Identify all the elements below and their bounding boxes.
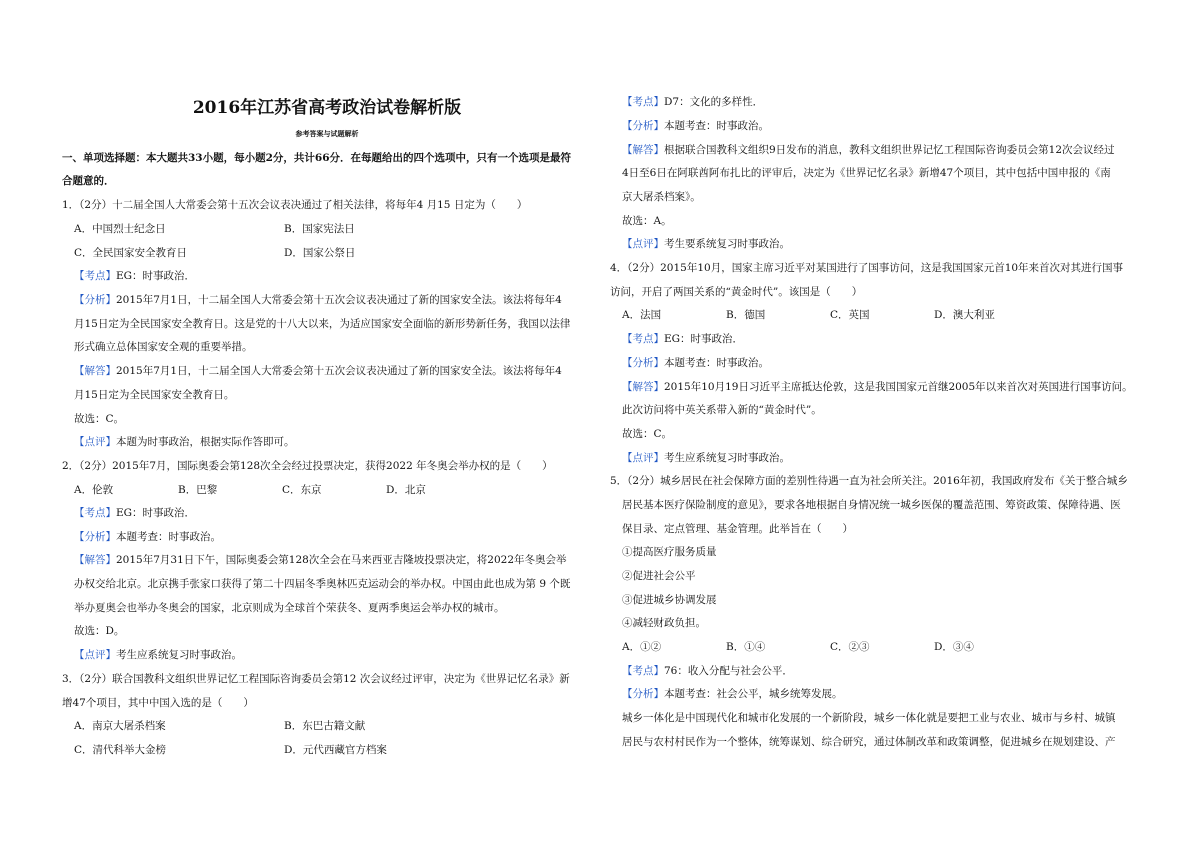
q3-stem-line-1: 3．（2分）联合国教科文组织世界记忆工程国际咨询委员会第12 次会议经过评审，决定为《世界记忆名录》新 bbox=[62, 673, 570, 685]
q4-answer: 故选：C。 bbox=[622, 428, 673, 440]
jieda-tag: 【解答】 bbox=[74, 365, 116, 377]
q4-option-d: D．澳大利亚 bbox=[934, 309, 995, 321]
q3-dianping-text: 考生要系统复习时事政治。 bbox=[664, 238, 790, 250]
q4-kaodian bbox=[610, 328, 1140, 350]
q3-option-a: A．南京大屠杀档案 bbox=[74, 720, 166, 732]
page-title: 2016年江苏省高考政治试卷解析版 bbox=[192, 98, 462, 118]
q3-jieda-line-1: 根据联合国教科文组织9日发布的消息，教科文组织世界记忆工程国际咨询委员会第12次会议经过 bbox=[664, 144, 1115, 156]
page-subtitle: 参考答案与试题解析 bbox=[295, 129, 359, 138]
q4-jieda-line-1: 2015年10月19日习近平主席抵达伦敦，这是我国国家元首继2005年以来首次对英国进行国事访问。 bbox=[664, 381, 1133, 393]
q4-jieda bbox=[610, 376, 1140, 398]
q2-dianping-text: 考生应系统复习时事政治。 bbox=[116, 649, 242, 661]
q4-kaodian-text: EG：时事政治． bbox=[664, 333, 744, 345]
q5-paragraph-line-1: 城乡一体化是中国现代化和城市化发展的一个新阶段，城乡一体化就是要把工业与农业、城市与乡村、城镇 bbox=[622, 712, 1116, 724]
q2-fenxi bbox=[62, 526, 592, 548]
q5-option-b: B．①④ bbox=[726, 641, 766, 653]
kaodian-tag: 【考点】 bbox=[74, 270, 116, 282]
q4-option-b: B．德国 bbox=[726, 309, 766, 321]
q4-option-a: A．法国 bbox=[622, 309, 662, 321]
q5-options-row bbox=[610, 636, 1140, 658]
q4-fenxi bbox=[610, 352, 1140, 374]
section-heading: 一、单项选择题：本大题共33小题，每小题2分，共计66分．在每题给出的四个选项中，只有一个选项是最符 bbox=[62, 152, 572, 164]
q1-options-row-1 bbox=[62, 218, 592, 240]
q5-item-1: ①提高医疗服务质量 bbox=[622, 546, 717, 558]
q3-jieda-line-2: 4日至6日在阿联酋阿布扎比的评审后，决定为《世界记忆名录》新增47个项目，其中包括中国申报的《南 bbox=[622, 167, 1111, 179]
q5-option-c: C．②③ bbox=[830, 641, 870, 653]
fenxi-tag: 【分析】 bbox=[74, 294, 116, 306]
q5-stem-line-2: 居民基本医疗保险制度的意见》，要求各地根据自身情况统一城乡医保的覆盖范围、筹资政策、保障待遇、医 bbox=[622, 499, 1121, 511]
q5-stem-line-1: 5．（2分）城乡居民在社会保障方面的差别性待遇一直为社会所关注。2016年初，我国政府发布《关于整合城乡 bbox=[610, 475, 1128, 487]
kaodian-tag: 【考点】 bbox=[622, 96, 664, 108]
q2-option-c: C．东京 bbox=[282, 484, 322, 496]
fenxi-tag: 【分析】 bbox=[622, 357, 664, 369]
q3-kaodian bbox=[610, 91, 1140, 113]
q3-dianping bbox=[610, 233, 1140, 255]
q4-options-row bbox=[610, 304, 1140, 326]
kaodian-tag: 【考点】 bbox=[622, 333, 664, 345]
q1-stem: 1．（2分）十二届全国人大常委会第十五次会议表决通过了相关法律，将每年4 月15 日定为（ ） bbox=[62, 199, 528, 211]
q4-jieda-line-2: 此次访问将中英关系带入新的“黄金时代”。 bbox=[622, 404, 822, 416]
q5-option-d: D．③④ bbox=[934, 641, 974, 653]
q3-kaodian-text: D7：文化的多样性． bbox=[664, 96, 764, 108]
q5-item-2: ②促进社会公平 bbox=[622, 570, 696, 582]
q3-options-row-1 bbox=[62, 715, 592, 737]
q3-fenxi bbox=[610, 115, 1140, 137]
fenxi-tag: 【分析】 bbox=[622, 688, 664, 700]
q5-kaodian bbox=[610, 660, 1140, 682]
kaodian-tag: 【考点】 bbox=[74, 507, 116, 519]
q3-jieda-line-3: 京大屠杀档案》。 bbox=[622, 191, 701, 203]
q4-dianping bbox=[610, 447, 1140, 469]
q1-jieda-line-2: 月15日定为全民国家安全教育日。 bbox=[74, 389, 235, 401]
jieda-tag: 【解答】 bbox=[622, 381, 664, 393]
q2-option-d: D．北京 bbox=[386, 484, 426, 496]
jieda-tag: 【解答】 bbox=[622, 144, 664, 156]
q5-paragraph-line-2: 居民与农村村民作为一个整体，统筹谋划、综合研究，通过体制改革和政策调整，促进城乡在规划建设、产 bbox=[622, 736, 1116, 748]
q2-answer: 故选：D。 bbox=[74, 625, 125, 637]
q5-fenxi bbox=[610, 683, 1140, 705]
q1-fenxi-line-1: 2015年7月1日，十二届全国人大常委会第十五次会议表决通过了新的国家安全法。该法将每年4 bbox=[116, 294, 562, 306]
q2-option-a: A．伦敦 bbox=[74, 484, 114, 496]
q1-answer: 故选：C。 bbox=[74, 413, 125, 425]
q2-options-row bbox=[62, 479, 592, 501]
q4-stem-line-2: 访问，开启了两国关系的“黄金时代”。该国是（ ） bbox=[610, 286, 863, 298]
q2-stem: 2．（2分）2015年7月，国际奥委会第128次全会经过投票决定，获得2022 年冬奥会举办权的是（ ） bbox=[62, 460, 553, 472]
q1-jieda-line-1: 2015年7月1日，十二届全国人大常委会第十五次会议表决通过了新的国家安全法。该法将每年4 bbox=[116, 365, 562, 377]
fenxi-tag: 【分析】 bbox=[622, 120, 664, 132]
fenxi-tag: 【分析】 bbox=[74, 531, 116, 543]
q3-stem-line-2: 增47个项目，其中中国入选的是（ ） bbox=[62, 697, 254, 709]
q5-kaodian-text: 76：收入分配与社会公平． bbox=[664, 665, 793, 677]
q1-kaodian-text: EG：时事政治． bbox=[116, 270, 196, 282]
dianping-tag: 【点评】 bbox=[74, 436, 116, 448]
q2-jieda-line-2: 办权交给北京。北京携手张家口获得了第二十四届冬季奥林匹克运动会的举办权。中国由此也成为第 9 个既 bbox=[74, 578, 571, 590]
q3-options-row-2 bbox=[62, 739, 592, 761]
q2-option-b: B．巴黎 bbox=[178, 484, 218, 496]
q1-fenxi-line-2: 月15日定为全民国家安全教育日。这是党的十八大以来，为适应国家安全面临的新形势新任务，我国以法律 bbox=[74, 318, 571, 330]
q1-option-d: D．国家公祭日 bbox=[284, 247, 356, 259]
q1-fenxi-line-3: 形式确立总体国家安全观的重要举措。 bbox=[74, 341, 253, 353]
dianping-tag: 【点评】 bbox=[622, 452, 664, 464]
q4-option-c: C．英国 bbox=[830, 309, 870, 321]
q4-fenxi-text: 本题考查：时事政治。 bbox=[664, 357, 769, 369]
q2-fenxi-text: 本题考查：时事政治。 bbox=[116, 531, 221, 543]
q5-stem-line-3: 保目录、定点管理、基金管理。此举旨在（ ） bbox=[622, 523, 853, 535]
q4-dianping-text: 考生应系统复习时事政治。 bbox=[664, 452, 790, 464]
q1-kaodian bbox=[62, 265, 592, 287]
q1-dianping bbox=[62, 431, 592, 453]
q1-option-c: C．全民国家安全教育日 bbox=[74, 247, 188, 259]
q2-kaodian bbox=[62, 502, 592, 524]
q3-jieda bbox=[610, 139, 1140, 161]
q4-stem-line-1: 4．（2分）2015年10月，国家主席习近平对某国进行了国事访问，这是我国国家元首10年来首次对其进行国事 bbox=[610, 262, 1124, 274]
q2-jieda-line-1: 2015年7月31日下午，国际奥委会第128次全会在马来西亚吉隆坡投票决定，将2022年冬奥会举 bbox=[116, 554, 567, 566]
q2-jieda bbox=[62, 549, 592, 571]
q1-fenxi bbox=[62, 289, 592, 311]
q5-item-3: ③促进城乡协调发展 bbox=[622, 594, 717, 606]
q1-option-a: A．中国烈士纪念日 bbox=[74, 223, 166, 235]
q1-dianping-text: 本题为时事政治，根据实际作答即可。 bbox=[116, 436, 295, 448]
q3-fenxi-text: 本题考查：时事政治。 bbox=[664, 120, 769, 132]
q3-option-c: C．清代科举大金榜 bbox=[74, 744, 167, 756]
q3-answer: 故选：A。 bbox=[622, 215, 672, 227]
kaodian-tag: 【考点】 bbox=[622, 665, 664, 677]
dianping-tag: 【点评】 bbox=[622, 238, 664, 250]
q1-jieda bbox=[62, 360, 592, 382]
q1-option-b: B．国家宪法日 bbox=[284, 223, 355, 235]
q5-item-4: ④减轻财政负担。 bbox=[622, 617, 706, 629]
section-heading-cont: 合题意的． bbox=[62, 175, 115, 187]
q1-options-row-2 bbox=[62, 242, 592, 264]
q3-option-d: D．元代西藏官方档案 bbox=[284, 744, 387, 756]
dianping-tag: 【点评】 bbox=[74, 649, 116, 661]
q2-dianping bbox=[62, 644, 592, 666]
jieda-tag: 【解答】 bbox=[74, 554, 116, 566]
q5-option-a: A．①② bbox=[622, 641, 662, 653]
q5-fenxi-text: 本题考查：社会公平，城乡统筹发展。 bbox=[664, 688, 843, 700]
q2-jieda-line-3: 举办夏奥会也举办冬奥会的国家，北京则成为全球首个荣获冬、夏两季奥运会举办权的城市。 bbox=[74, 602, 505, 614]
q2-kaodian-text: EG：时事政治． bbox=[116, 507, 196, 519]
q3-option-b: B．东巴古籍文献 bbox=[284, 720, 366, 732]
